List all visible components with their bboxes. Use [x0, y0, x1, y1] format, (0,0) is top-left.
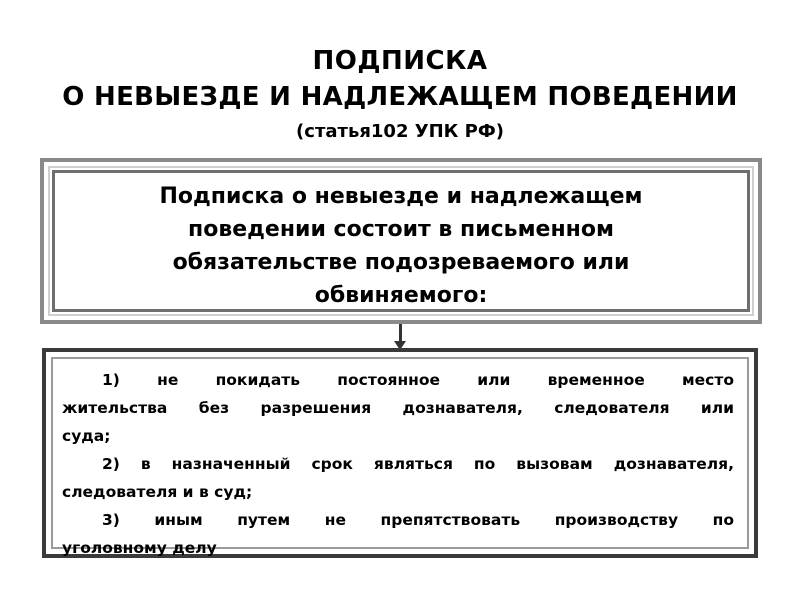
heading-title: ПОДПИСКА: [312, 46, 488, 76]
definition-text: [64, 180, 738, 312]
heading-subtitle: О НЕВЫЕЗДЕ И НАДЛЕЖАЩЕМ ПОВЕДЕНИИ: [62, 82, 738, 112]
obligation-1-line-1: 1) не покидать постоянное или временное место: [102, 371, 734, 389]
obligation-1-line-3: суда;: [62, 427, 111, 445]
obligations-list: [62, 366, 734, 562]
definition-line-2: поведении состоит в письменном: [188, 217, 614, 242]
definition-line-3: обязательстве подозреваемого или: [172, 250, 630, 275]
obligation-3-line-1: 3) иным путем не препятствовать производству по: [102, 511, 734, 529]
definition-box: [40, 158, 762, 324]
heading-article-reference: (статья102 УПК РФ): [296, 121, 504, 142]
obligation-3-line-2: уголовному делу: [62, 539, 217, 557]
definition-line-1: Подписка о невыезде и надлежащем: [159, 184, 643, 209]
definition-line-4: обвиняемого:: [314, 283, 488, 308]
obligations-box: [42, 348, 758, 558]
obligation-2-line-2: следователя и в суд;: [62, 483, 253, 501]
obligation-2-line-1: 2) в назначенный срок являться по вызовам дознавателя,: [102, 455, 734, 473]
obligation-1-line-2: жительства без разрешения дознавателя, следователя или: [62, 399, 734, 417]
